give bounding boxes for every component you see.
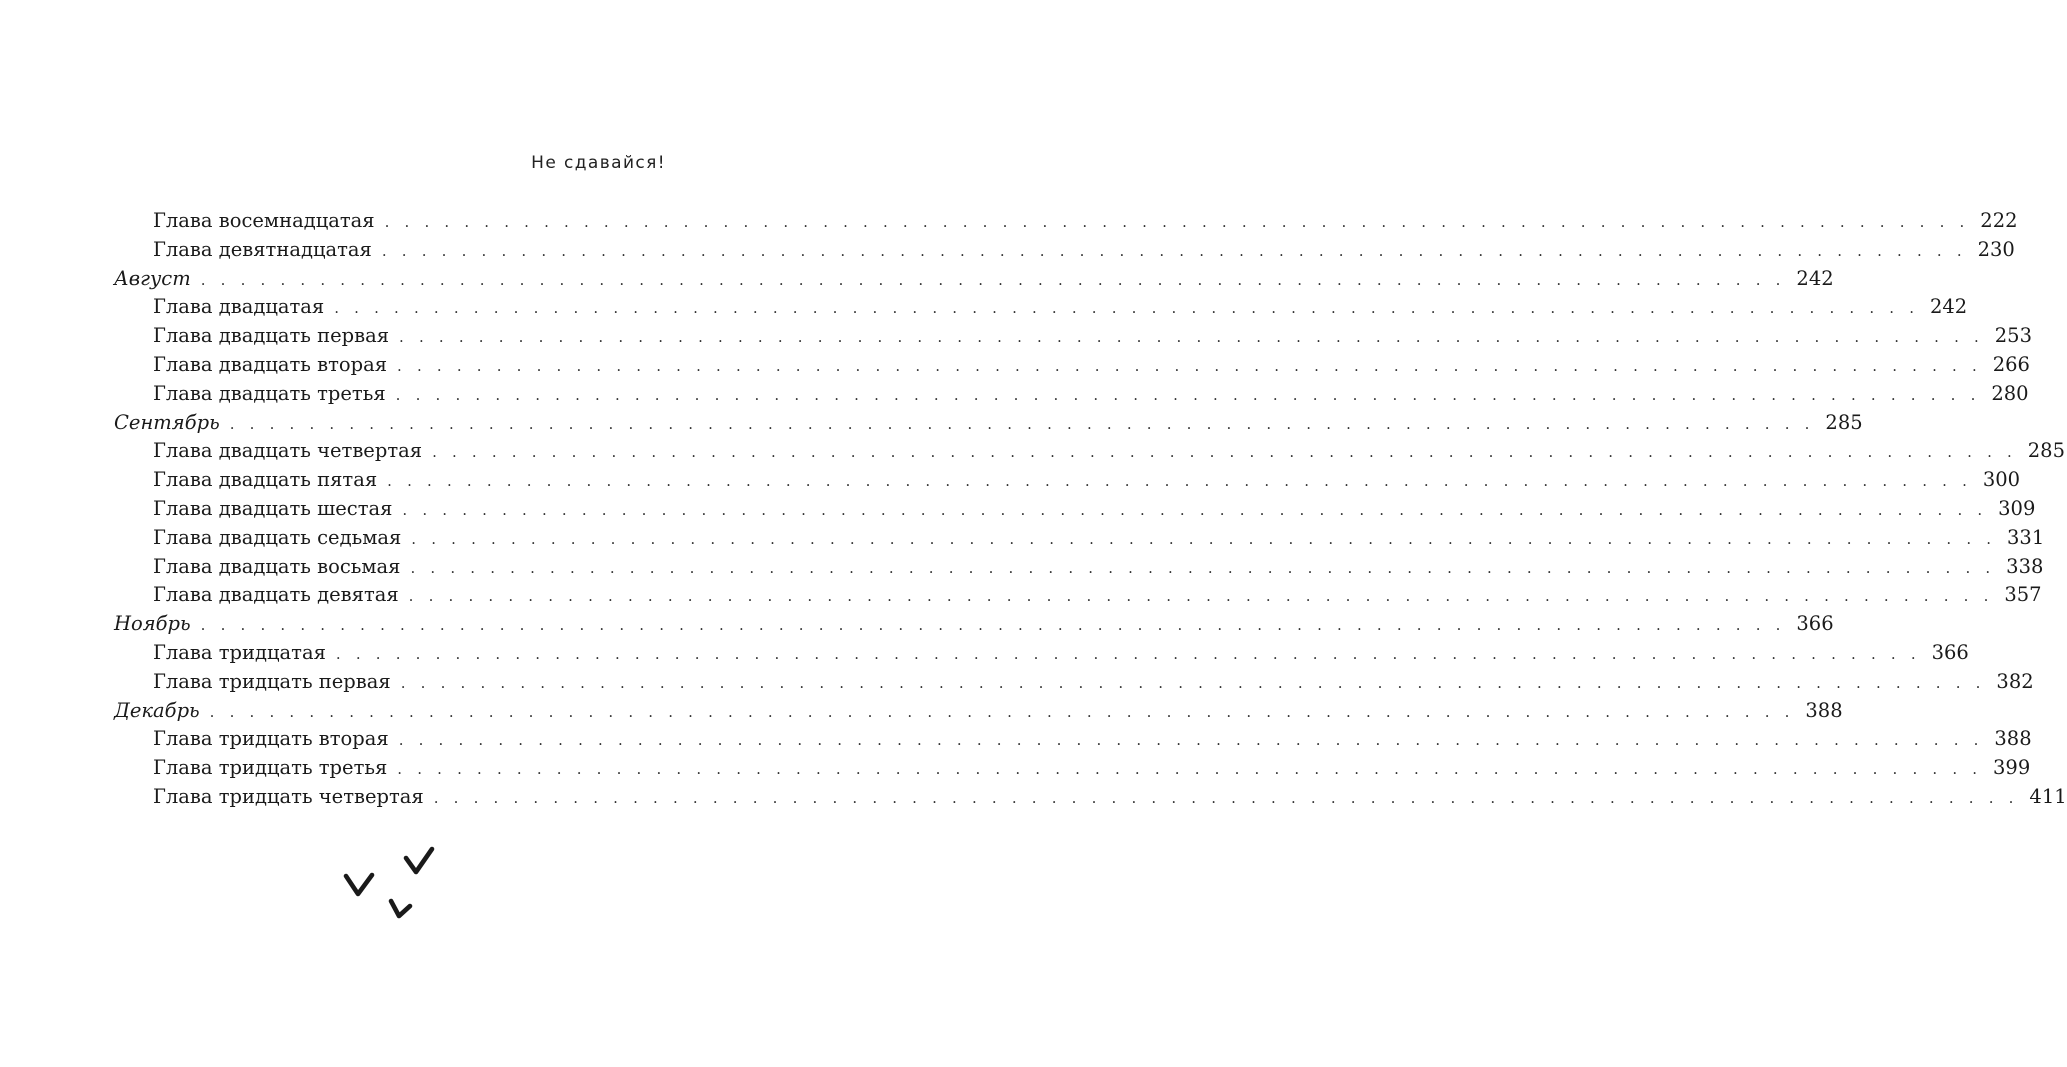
toc-dot-leader: . . . . . . . . . . . . . . . . . . . . . . . . . . . . . . . . . . . . . . . . . . . . . . . . . . . . . . . . . . . . . . . . . . . . . . . . . . . . . . . . [397, 356, 1982, 375]
toc-page-number: 300 [1982, 468, 2021, 492]
toc-page-number: 266 [1992, 352, 2030, 376]
toc-page-number: 230 [1977, 237, 2015, 261]
toc-chapter-row [114, 783, 2067, 812]
toc-chapter-label: Глава двадцать пятая [153, 468, 378, 492]
toc-dot-leader: . . . . . . . . . . . . . . . . . . . . . . . . . . . . . . . . . . . . . . . . . . . . . . . . . . . . . . . . . . . . . . . . . . . . . . . . . . . . . . . . [399, 328, 1984, 347]
toc-page-number: 338 [2006, 554, 2044, 578]
toc-chapter-row [114, 581, 2042, 610]
checkmark-bottom-icon [391, 901, 410, 916]
toc-dot-leader: . . . . . . . . . . . . . . . . . . . . . . . . . . . . . . . . . . . . . . . . . . . . . . . . . . . . . . . . . . . . . . . . . . . . . . . . . . . . . . . . [411, 529, 1997, 548]
checkmark-left-icon [346, 875, 372, 894]
toc-page-number: 382 [1996, 669, 2034, 693]
toc-chapter-label: Глава тридцать первая [153, 669, 391, 693]
toc-section-row [114, 697, 1843, 726]
toc-dot-leader: . . . . . . . . . . . . . . . . . . . . . . . . . . . . . . . . . . . . . . . . . . . . . . . . . . . . . . . . . . . . . . . . . . . . . . . . . . . . . . . . [387, 472, 1973, 491]
toc-chapter-row [114, 207, 2018, 236]
toc-page-number: 388 [1805, 698, 1843, 722]
toc-chapter-row [114, 380, 2029, 409]
toc-dot-leader: . . . . . . . . . . . . . . . . . . . . . . . . . . . . . . . . . . . . . . . . . . . . . . . . . . . . . . . . . . . . . . . . . . . . . . . . . . . . . . . . [229, 414, 1815, 433]
toc-chapter-label: Глава тридцать вторая [153, 727, 389, 751]
toc-chapter-row [114, 293, 1968, 322]
toc-dot-leader: . . . . . . . . . . . . . . . . . . . . . . . . . . . . . . . . . . . . . . . . . . . . . . . . . . . . . . . . . . . . . . . . . . . . . . . . . . . . . . . . [334, 299, 1920, 318]
toc-page-number: 331 [2007, 525, 2045, 549]
toc-dot-leader: . . . . . . . . . . . . . . . . . . . . . . . . . . . . . . . . . . . . . . . . . . . . . . . . . . . . . . . . . . . . . . . . . . . . . . . . . . . . . . . . [432, 443, 2017, 462]
toc-dot-leader: . . . . . . . . . . . . . . . . . . . . . . . . . . . . . . . . . . . . . . . . . . . . . . . . . . . . . . . . . . . . . . . . . . . . . . . . . . . . . . . . [384, 213, 1970, 231]
toc-chapter-label: Глава двадцать восьмая [153, 554, 401, 578]
checkmark-trio-icon [336, 846, 446, 931]
toc-chapter-label: Глава двадцать четвертая [153, 439, 423, 463]
toc-chapter-row [114, 495, 2036, 524]
toc-section-label: Август [114, 266, 191, 290]
toc-chapter-label: Глава двадцать третья [153, 381, 386, 405]
toc-section-label: Сентябрь [114, 410, 220, 434]
toc-dot-leader: . . . . . . . . . . . . . . . . . . . . . . . . . . . . . . . . . . . . . . . . . . . . . . . . . . . . . . . . . . . . . . . . . . . . . . . . . . . . . . . . [402, 500, 1988, 519]
toc-dot-leader: . . . . . . . . . . . . . . . . . . . . . . . . . . . . . . . . . . . . . . . . . . . . . . . . . . . . . . . . . . . . . . . . . . . . . . . . . . . . . . . . [433, 788, 2019, 807]
checkmark-right-icon [406, 849, 432, 872]
toc-chapter-label: Глава девятнадцатая [153, 237, 372, 261]
toc-chapter-label: Глава тридцать третья [153, 756, 388, 780]
toc-chapter-label: Глава двадцать первая [153, 324, 390, 348]
toc-dot-leader: . . . . . . . . . . . . . . . . . . . . . . . . . . . . . . . . . . . . . . . . . . . . . . . . . . . . . . . . . . . . . . . . . . . . . . . . . . . . . . . . [200, 270, 1786, 289]
toc-dot-leader: . . . . . . . . . . . . . . . . . . . . . . . . . . . . . . . . . . . . . . . . . . . . . . . . . . . . . . . . . . . . . . . . . . . . . . . . . . . . . . . . [410, 558, 1996, 577]
toc-page-number: 399 [1993, 756, 2031, 780]
toc-chapter-row [114, 668, 2034, 697]
toc-chapter-row [114, 351, 2030, 380]
toc-page-number: 253 [1994, 324, 2032, 348]
toc-dot-leader: . . . . . . . . . . . . . . . . . . . . . . . . . . . . . . . . . . . . . . . . . . . . . . . . . . . . . . . . . . . . . . . . . . . . . . . . . . . . . . . . [398, 731, 1984, 750]
running-header: Не сдавайся! [531, 153, 666, 173]
toc-section-row [114, 409, 1863, 438]
toc-section-label: Декабрь [114, 698, 200, 722]
toc-section-row [114, 610, 1834, 639]
toc-page-number: 222 [1980, 209, 2018, 232]
toc-section-row [114, 265, 1834, 294]
toc-chapter-label: Глава двадцать седьмая [153, 525, 402, 549]
toc-chapter-label: Глава двадцать девятая [153, 583, 399, 607]
table-of-contents [114, 207, 2067, 812]
toc-dot-leader: . . . . . . . . . . . . . . . . . . . . . . . . . . . . . . . . . . . . . . . . . . . . . . . . . . . . . . . . . . . . . . . . . . . . . . . . . . . . . . . . [408, 587, 1994, 606]
toc-page-number: 280 [1991, 381, 2029, 405]
toc-chapter-row [114, 322, 2032, 351]
toc-page-number: 366 [1796, 612, 1834, 636]
toc-chapter-row [114, 553, 2044, 582]
toc-dot-leader: . . . . . . . . . . . . . . . . . . . . . . . . . . . . . . . . . . . . . . . . . . . . . . . . . . . . . . . . . . . . . . . . . . . . . . . . . . . . . . . . [381, 241, 1967, 260]
toc-chapter-label: Глава восемнадцатая [153, 209, 375, 232]
toc-chapter-label: Глава двадцатая [153, 295, 325, 319]
toc-dot-leader: . . . . . . . . . . . . . . . . . . . . . . . . . . . . . . . . . . . . . . . . . . . . . . . . . . . . . . . . . . . . . . . . . . . . . . . . . . . . . . . . [209, 702, 1795, 721]
toc-page-number: 285 [1825, 410, 1863, 434]
toc-page-number: 242 [1929, 295, 1968, 319]
toc-page-number: 357 [2004, 583, 2042, 607]
toc-dot-leader: . . . . . . . . . . . . . . . . . . . . . . . . . . . . . . . . . . . . . . . . . . . . . . . . . . . . . . . . . . . . . . . . . . . . . . . . . . . . . . . . [335, 644, 1921, 663]
toc-page-number: 411 [2029, 784, 2067, 808]
toc-chapter-row [114, 466, 2021, 495]
toc-dot-leader: . . . . . . . . . . . . . . . . . . . . . . . . . . . . . . . . . . . . . . . . . . . . . . . . . . . . . . . . . . . . . . . . . . . . . . . . . . . . . . . . [395, 385, 1981, 404]
toc-section-label: Ноябрь [114, 612, 191, 636]
toc-chapter-label: Глава двадцать вторая [153, 352, 388, 376]
toc-chapter-label: Глава двадцать шестая [153, 496, 393, 520]
toc-chapter-label: Глава тридцать четвертая [153, 784, 424, 808]
toc-chapter-row [114, 236, 2015, 265]
toc-page-number: 285 [2027, 439, 2065, 463]
toc-dot-leader: . . . . . . . . . . . . . . . . . . . . . . . . . . . . . . . . . . . . . . . . . . . . . . . . . . . . . . . . . . . . . . . . . . . . . . . . . . . . . . . . [397, 760, 1983, 779]
toc-page-number: 366 [1931, 640, 1969, 664]
toc-page-number: 309 [1998, 496, 2036, 520]
toc-chapter-row [114, 524, 2045, 553]
toc-chapter-row [114, 754, 2031, 783]
toc-page-number: 388 [1994, 727, 2032, 751]
toc-chapter-row [114, 725, 2032, 754]
toc-chapter-label: Глава тридцатая [153, 640, 326, 664]
toc-page-number: 242 [1796, 266, 1834, 290]
toc-dot-leader: . . . . . . . . . . . . . . . . . . . . . . . . . . . . . . . . . . . . . . . . . . . . . . . . . . . . . . . . . . . . . . . . . . . . . . . . . . . . . . . . [400, 673, 1986, 692]
toc-dot-leader: . . . . . . . . . . . . . . . . . . . . . . . . . . . . . . . . . . . . . . . . . . . . . . . . . . . . . . . . . . . . . . . . . . . . . . . . . . . . . . . . [200, 616, 1786, 635]
toc-chapter-row [114, 639, 1969, 668]
toc-chapter-row [114, 437, 2065, 466]
